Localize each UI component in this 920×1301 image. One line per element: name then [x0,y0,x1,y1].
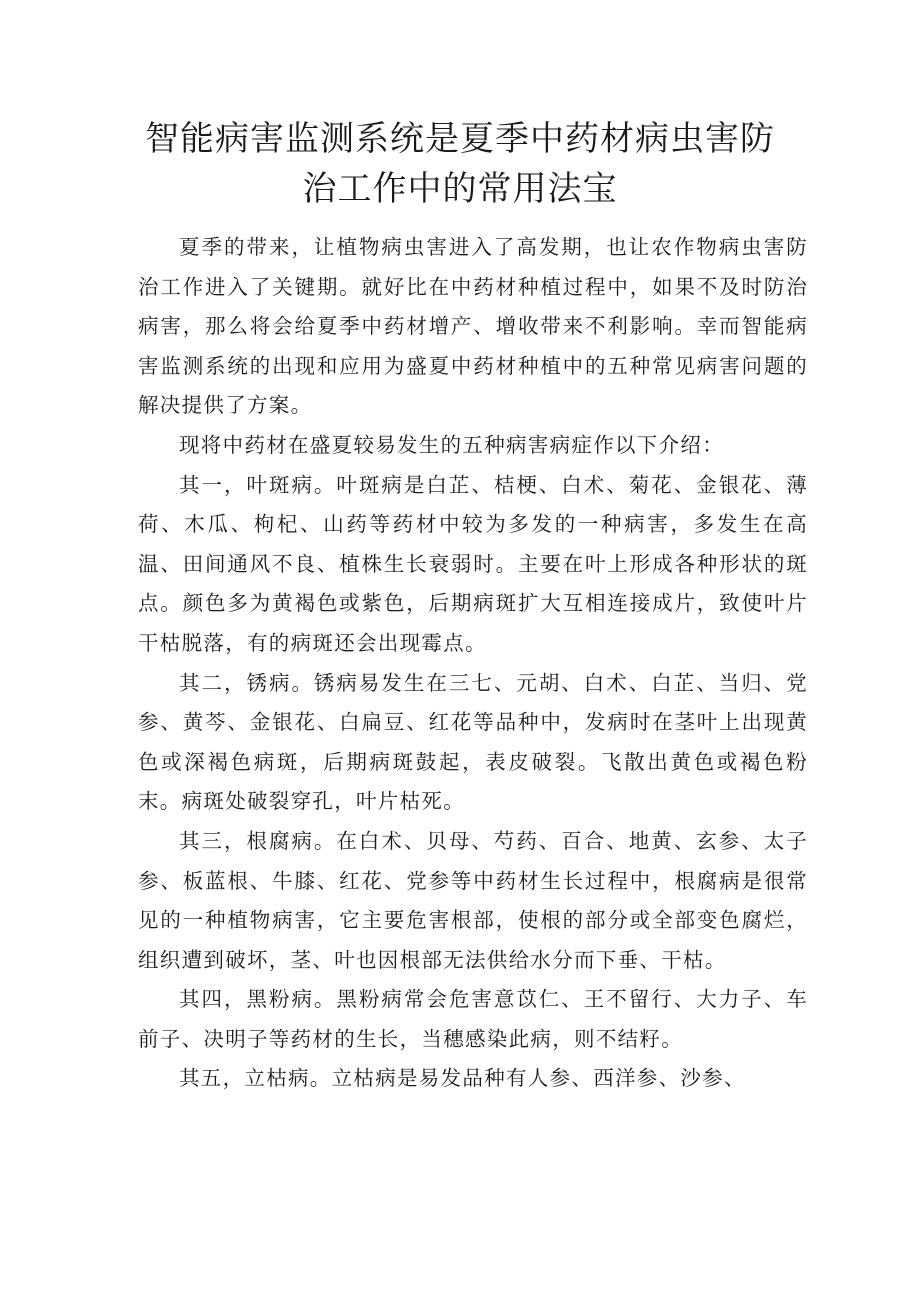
paragraph-smut: 其四，黑粉病。黑粉病常会危害意苡仁、王不留行、大力子、车前子、决明子等药材的生长，当穗感染此病，则不结籽。 [138,987,808,1051]
paragraph-overview: 现将中药材在盛夏较易发生的五种病害病症作以下介绍： [179,432,724,457]
title-line-2: 治工作中的常用法宝 [302,169,618,209]
document-body [138,228,808,1099]
paragraph-intro: 夏季的带来，让植物病虫害进入了高发期，也让农作物病虫害防治工作进入了关键期。就好比在中药材种植过程中，如果不及时防治病害，那么将会给夏季中药材增产、增收带来不利影响。幸而智能病害监测系统的出现和应用为盛夏中药材种植中的五种常见病害问题的解决提供了方案。 [138,235,808,418]
paragraph-leaf-spot: 其一，叶斑病。叶斑病是白芷、桔梗、白术、菊花、金银花、薄荷、木瓜、枸杞、山药等药材中较为多发的一种病害，多发生在高温、田间通风不良、植株生长衰弱时。主要在叶上形成各种形状的斑点。颜色多为黄褐色或紫色，后期病斑扩大互相连接成片，致使叶片干枯脱落，有的病斑还会出现霉点。 [138,472,808,655]
document-title [120,114,800,214]
paragraph-damping-off: 其五，立枯病。立枯病是易发品种有人参、西洋参、沙参、 [179,1066,746,1091]
paragraph-root-rot: 其三，根腐病。在白术、贝母、芍药、百合、地黄、玄参、太子参、板蓝根、牛膝、红花、党参等中药材生长过程中，根腐病是很常见的一种植物病害，它主要危害根部，使根的部分或全部变色腐烂，组织遭到破坏，茎、叶也因根部无法供给水分而下垂、干枯。 [138,828,808,972]
title-line-1: 智能病害监测系统是夏季中药材病虫害防 [145,119,775,159]
paragraph-rust: 其二，锈病。锈病易发生在三七、元胡、白术、白芷、当归、党参、黄芩、金银花、白扁豆、红花等品种中，发病时在茎叶上出现黄色或深褐色病斑，后期病斑鼓起，表皮破裂。飞散出黄色或褐色粉末。病斑处破裂穿孔，叶片枯死。 [138,670,808,814]
